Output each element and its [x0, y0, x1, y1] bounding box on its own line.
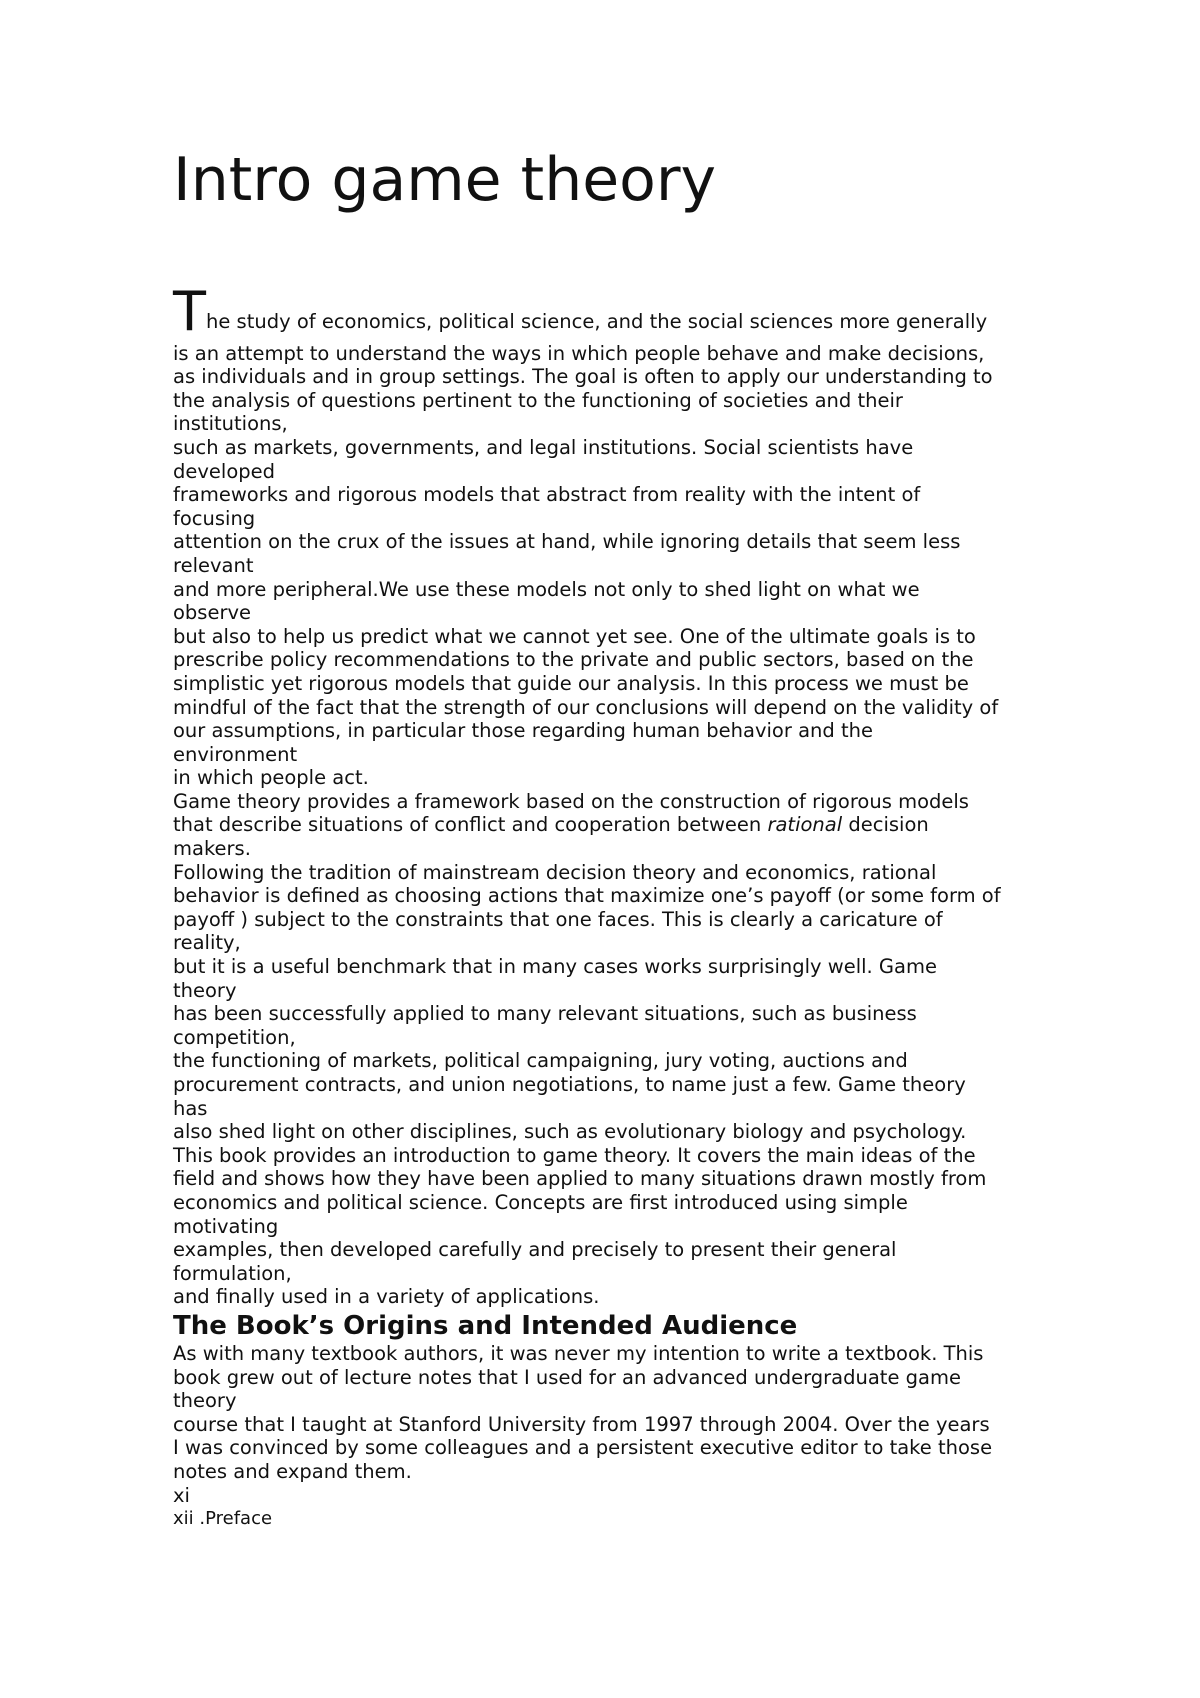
text-line: has: [173, 1096, 208, 1120]
text-line: Following the tradition of mainstream decision theory and economics, rational: [173, 860, 937, 884]
text-line: field and shows how they have been applied to many situations drawn mostly from: [173, 1167, 987, 1191]
text-line: as individuals and in group settings. The goal is often to apply our understanding to: [173, 365, 993, 389]
text-line: mindful of the fact that the strength of our conclusions will depend on the validity of: [173, 695, 999, 719]
text-line: our assumptions, in particular those regarding human behavior and the: [173, 719, 873, 743]
text-line: makers.: [173, 837, 251, 861]
section-heading: The Book’s Origins and Intended Audience: [173, 1310, 798, 1341]
text-line: competition,: [173, 1025, 296, 1049]
text-line: simplistic yet rigorous models that guide our analysis. In this process we must be: [173, 671, 969, 695]
running-head: xii .Preface: [173, 1508, 273, 1530]
text-line-rational: [173, 813, 1053, 837]
text-line: in which people act.: [173, 766, 369, 790]
first-line: [173, 280, 1053, 343]
text-line: but also to help us predict what we cannot yet see. One of the ultimate goals is to: [173, 624, 976, 648]
text-line: notes and expand them.: [173, 1459, 412, 1483]
text-line: focusing: [173, 506, 256, 530]
text-line: As with many textbook authors, it was never my intention to write a textbook. This: [173, 1341, 984, 1365]
text-line: economics and political science. Concepts are first introduced using simple: [173, 1190, 908, 1214]
text-line: is an attempt to understand the ways in which people behave and make decisions,: [173, 341, 985, 365]
text-line: frameworks and rigorous models that abstract from reality with the intent of: [173, 483, 921, 507]
text-line: book grew out of lecture notes that I used for an advanced undergraduate game: [173, 1365, 961, 1389]
paragraph-block-2: [173, 837, 1053, 1309]
text-line: payoff ) subject to the constraints that one faces. This is clearly a caricature of: [173, 907, 943, 931]
italic-word-rational: rational: [767, 813, 843, 837]
text-line: has been successfully applied to many relevant situations, such as business: [173, 1002, 917, 1026]
paragraph-block-1: [173, 342, 1053, 814]
text-line: theory: [173, 978, 237, 1002]
text-line: the analysis of questions pertinent to the functioning of societies and their: [173, 388, 903, 412]
text-line: and finally used in a variety of applications.: [173, 1285, 600, 1309]
drop-cap: T: [173, 280, 206, 343]
text-line: developed: [173, 459, 276, 483]
text-line: and more peripheral.We use these models not only to shed light on what we: [173, 577, 920, 601]
text-line: course that I taught at Stanford University from 1997 through 2004. Over the years: [173, 1412, 990, 1436]
text-line: institutions,: [173, 412, 288, 436]
paragraph-block-3: [173, 1342, 1053, 1484]
text-fragment: that describe situations of conflict and cooperation between: [173, 813, 768, 837]
text-line: formulation,: [173, 1261, 292, 1285]
text-line: such as markets, governments, and legal institutions. Social scientists have: [173, 435, 914, 459]
text-line: procurement contracts, and union negotiations, to name just a few. Game theory: [173, 1073, 966, 1096]
text-line: I was convinced by some colleagues and a persistent executive editor to take those: [173, 1436, 993, 1460]
text-fragment: decision: [842, 813, 929, 837]
document-title: Intro game theory: [173, 145, 717, 215]
text-line: but it is a useful benchmark that in many cases works surprisingly well. Game: [173, 955, 937, 979]
text-line: motivating: [173, 1214, 279, 1238]
text-line: attention on the crux of the issues at hand, while ignoring details that seem less: [173, 530, 961, 554]
page-number: xi: [173, 1483, 190, 1507]
text-line: reality,: [173, 931, 241, 955]
text-line: prescribe policy recommendations to the private and public sectors, based on the: [173, 648, 974, 672]
text-line: the functioning of markets, political campaigning, jury voting, auctions and: [173, 1049, 908, 1073]
first-line-text: he study of economics, political science, and the social sciences more generally: [206, 310, 988, 333]
text-line: also shed light on other disciplines, such as evolutionary biology and psychology.: [173, 1120, 967, 1144]
text-line: This book provides an introduction to game theory. It covers the main ideas of the: [173, 1143, 976, 1167]
text-line: examples, then developed carefully and precisely to present their general: [173, 1238, 897, 1262]
text-line: environment: [173, 742, 298, 766]
text-line: relevant: [173, 553, 254, 577]
text-line: observe: [173, 601, 252, 625]
text-line: theory: [173, 1389, 237, 1413]
text-line: Game theory provides a framework based on the construction of rigorous models: [173, 789, 969, 813]
document-body: [173, 280, 1053, 1531]
text-line: behavior is defined as choosing actions that maximize one’s payoff (or some form of: [173, 884, 1001, 908]
